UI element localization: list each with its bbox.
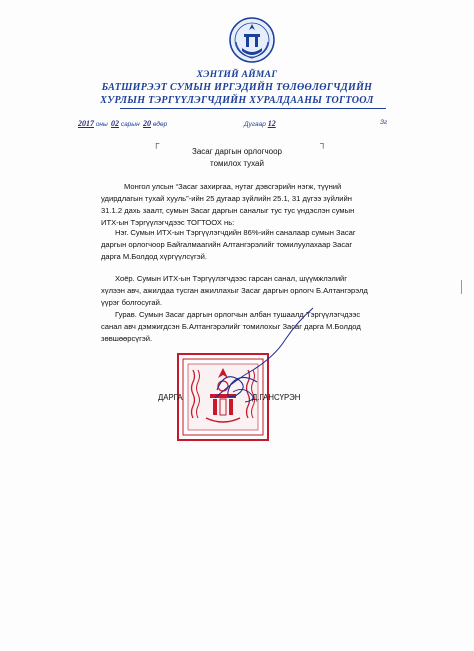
date-year-group xyxy=(78,119,108,128)
doc-title-line2: томилох тухай xyxy=(210,159,264,168)
date-day-suffix: өдөр xyxy=(152,121,168,128)
resolution-item-1: Нэг. Сумын ИТХ-ын Тэргүүлэгчдийн 86%-ийн саналаар сумын Засаг даргын орлогчоор Байгалмаагийн Алтангэрэлийг томилуулахаар Засаг дарга М.Болдод хүргүүлсүгэй. xyxy=(101,228,356,261)
date-month: 02 xyxy=(111,119,119,128)
signatory-name: Д.ГАНСҮРЭН xyxy=(252,393,301,402)
resolution-number: 12 xyxy=(267,119,276,128)
signatory-title: ДАРГА xyxy=(158,393,183,402)
date-day-group xyxy=(143,119,167,128)
date-month-group xyxy=(111,119,140,128)
page-edge-mark xyxy=(461,280,462,294)
resolution-number-group xyxy=(244,119,276,128)
title-bracket-left: ┌ xyxy=(153,138,160,148)
header-sum-line: БАТШИРЭЭТ СУМЫН ИРГЭДИЙН ТӨЛӨӨЛӨГЧДИЙН xyxy=(101,82,373,93)
doc-title-line1: Засаг даргын орлогчоор xyxy=(191,147,282,156)
date-month-suffix: сарын xyxy=(120,121,140,128)
date-year: 2017 xyxy=(78,119,94,128)
header-resolution-line: ХУРЛЫН ТЭРГҮҮЛЭГЧДИЙН ХУРАЛДААНЫ ТОГТООЛ xyxy=(100,95,374,106)
header-aimag: ХЭНТИЙ АЙМАГ xyxy=(196,70,278,80)
title-bracket-right: ┐ xyxy=(320,138,327,148)
state-emblem-icon xyxy=(228,16,276,64)
intro-paragraph: Монгол улсын “Засаг захиргаа, нутаг дэвсгэрийн нэгж, түүний удирдлагын тухай хууль”-ийн 25 дугаар зүйлийн 25.1, 31 дүгээ зүйлийн 31.1.2 дахь заалт, сумын Засаг даргын саналыг тус тус үндэслэн сумын ИТХ-ын Тэргүүлэгчдээс ТОГТООХ нь: xyxy=(101,182,355,227)
resolution-item-3: Гурав. Сумын Засаг даргын орлогчын албан тушаалд Тэргүүлэгчдээс санал авч дэмжигдсэн Б.Алтангэрэлийг томилохыг Засаг дарга М.Болдод зөвшөөрсүгэй. xyxy=(101,310,361,343)
resolution-number-label: Дугаар xyxy=(244,121,266,128)
resolution-item-2: Хоёр. Сумын ИТХ-ын Тэргүүлэгчдээс гарсан санал, шүүмжлэлийг хүлээн авч, ажилдаа тусган ажиллахыг Засаг даргын орлогч Б.Алтангэрэлд үүрэг болгосугай. xyxy=(101,274,368,307)
date-year-suffix: оны xyxy=(95,121,108,128)
header-rule xyxy=(120,108,386,109)
place-label: Зг xyxy=(380,119,388,126)
date-day: 20 xyxy=(143,119,151,128)
